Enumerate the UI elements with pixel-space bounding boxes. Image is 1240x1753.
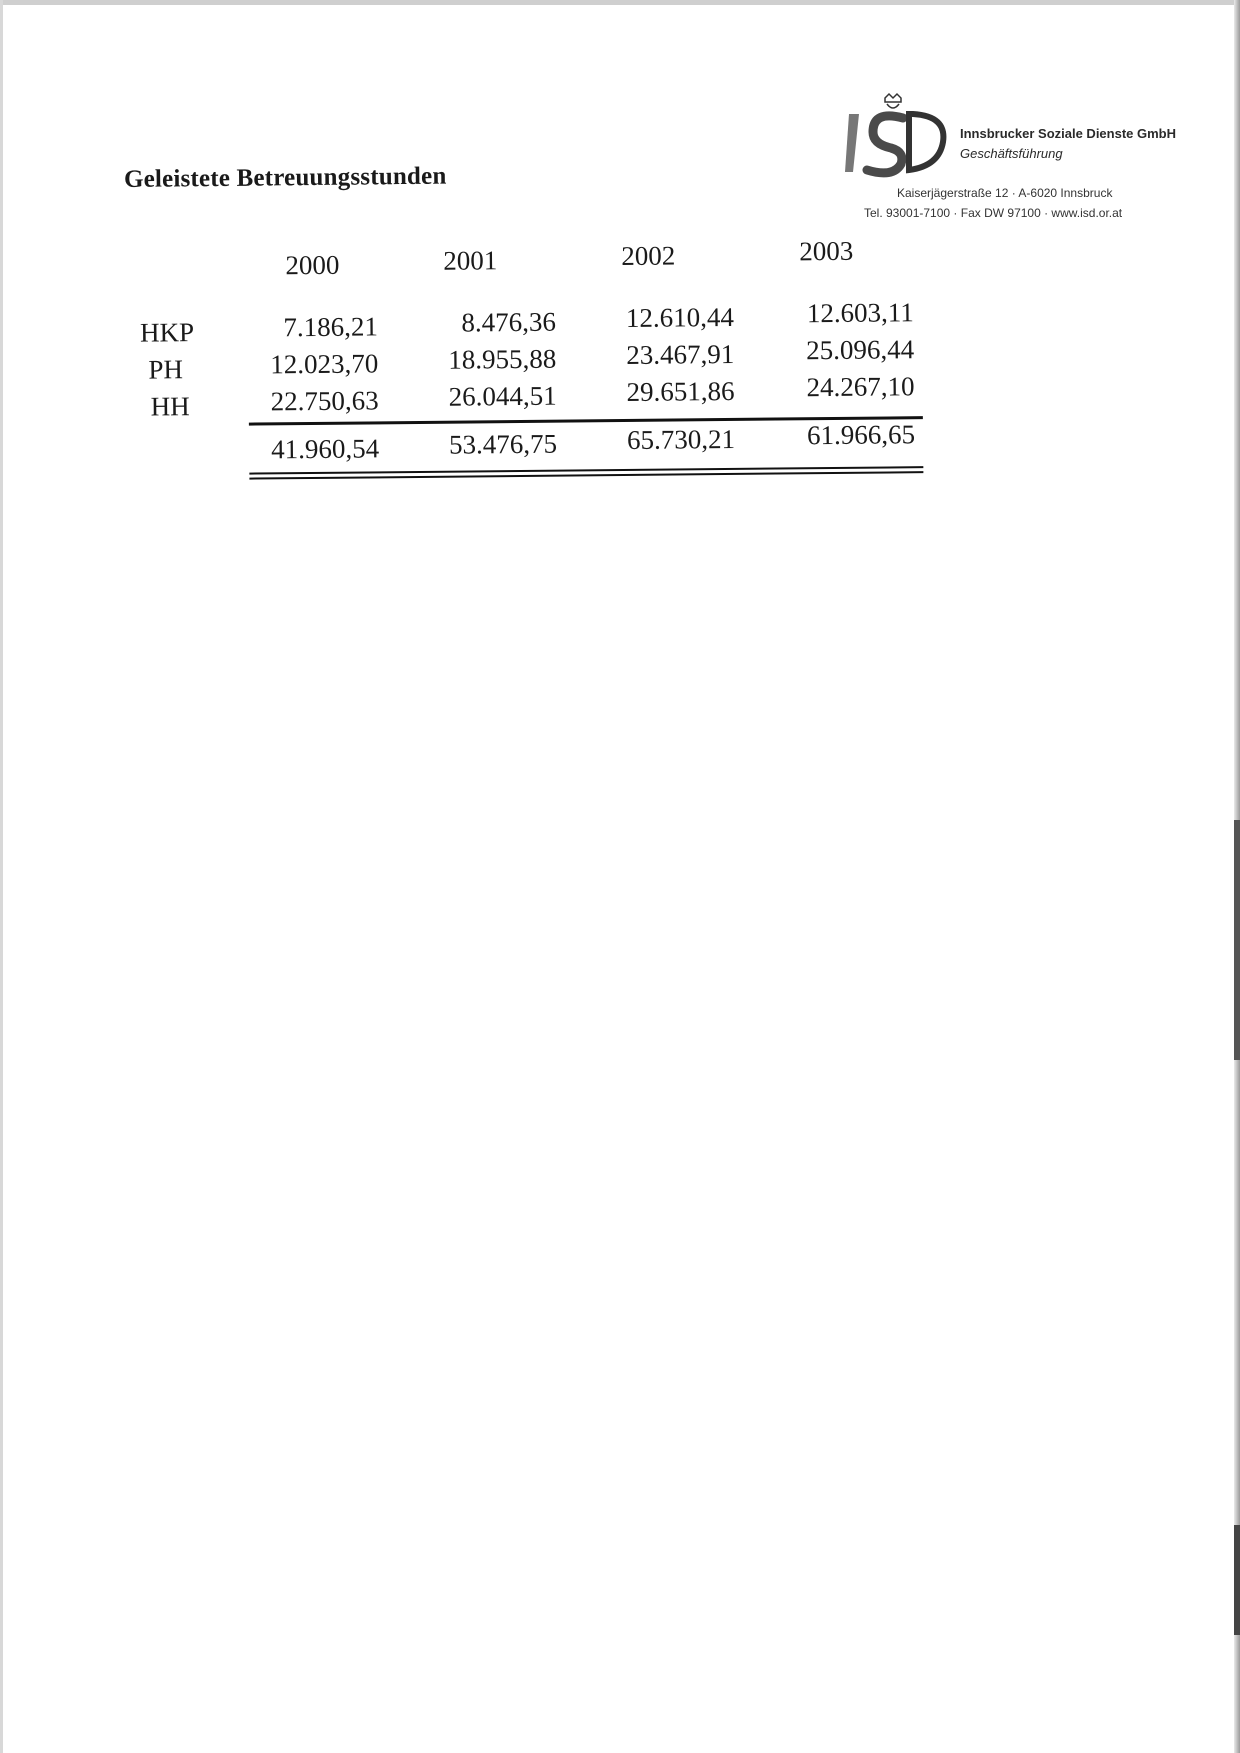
- year-header: 2002: [621, 240, 676, 272]
- scan-mark: [1234, 820, 1240, 1060]
- table-cell: 29.651,86: [626, 375, 735, 407]
- table-cell: 8.476,36: [461, 306, 557, 338]
- row-label-hh: HH: [150, 391, 190, 422]
- table-cell: 12.603,11: [806, 297, 914, 329]
- total-cell: 41.960,54: [270, 433, 380, 465]
- total-cell: 65.730,21: [626, 423, 736, 455]
- table-cell: 23.467,91: [626, 338, 735, 370]
- row-label-hkp: HKP: [139, 317, 195, 348]
- year-header: 2003: [799, 235, 854, 267]
- table-cell: 12.610,44: [625, 301, 735, 333]
- organization-address: Kaiserjägerstraße 12 · A-6020 Innsbruck: [897, 186, 1113, 200]
- organization-contact: Tel. 93001-7100 · Fax DW 97100 · www.isd.or.at: [864, 206, 1123, 220]
- scan-mark: [1234, 1525, 1240, 1635]
- table-cell: 18.955,88: [448, 343, 557, 375]
- total-cell: 53.476,75: [448, 428, 558, 460]
- total-cell: 61.966,65: [806, 419, 916, 451]
- year-header: 2000: [285, 249, 340, 281]
- row-label-ph: PH: [148, 354, 184, 385]
- table-cell: 12.023,70: [270, 348, 379, 380]
- table-cell: 22.750,63: [270, 385, 379, 417]
- table-cell: 26.044,51: [448, 380, 557, 412]
- organization-name: Innsbrucker Soziale Dienste GmbH: [960, 126, 1177, 141]
- year-header: 2001: [443, 245, 498, 276]
- table-cell: 24.267,10: [806, 371, 915, 403]
- table-cell: 25.096,44: [806, 334, 915, 366]
- organization-department: Geschäftsführung: [960, 146, 1063, 161]
- page-title: Geleistete Betreuungsstunden: [123, 162, 447, 193]
- hours-table: [0, 0, 1240, 525]
- table-cell: 7.186,21: [283, 311, 379, 343]
